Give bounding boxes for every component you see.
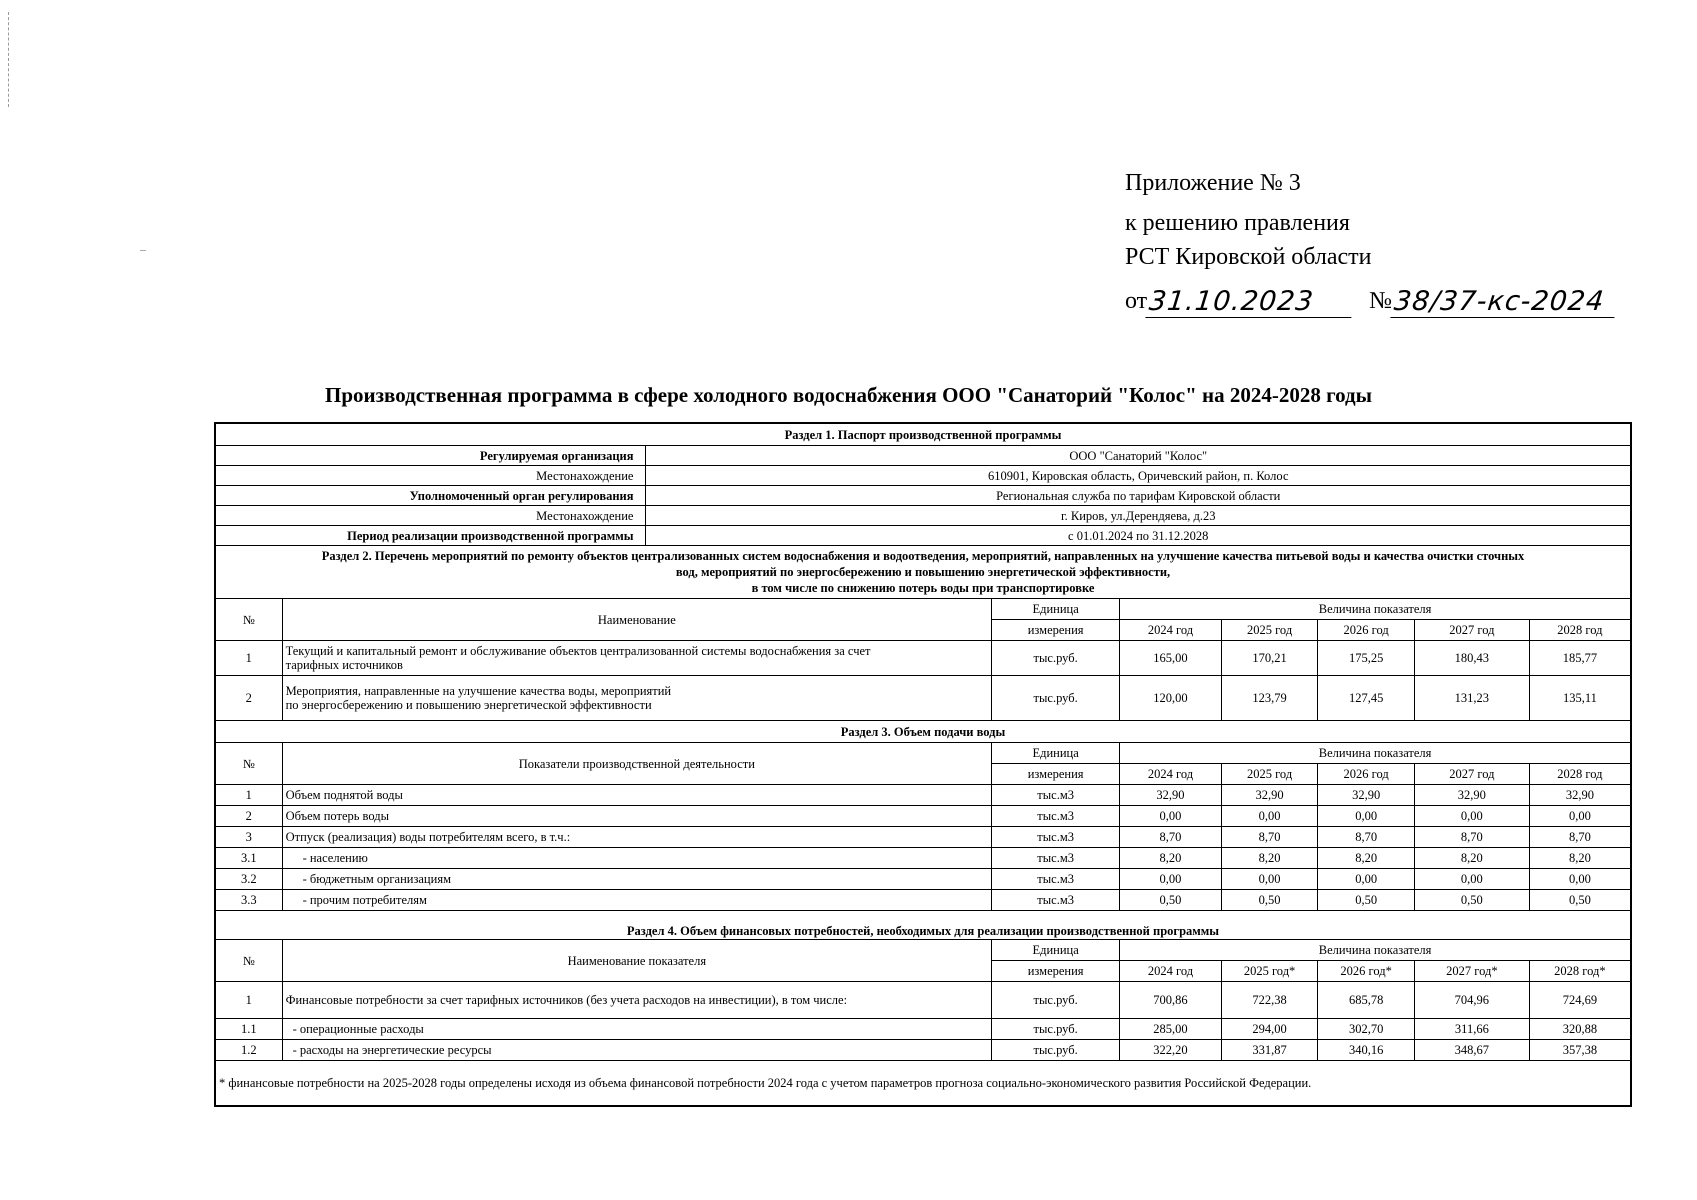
- row-unit: тыс.м3: [992, 890, 1120, 911]
- row-value: 0,00: [1318, 869, 1415, 890]
- row-value: 123,79: [1221, 676, 1318, 721]
- col-year: 2024 год: [1120, 620, 1222, 641]
- col-year: 2027 год*: [1414, 961, 1529, 982]
- row-value: 0,00: [1120, 869, 1222, 890]
- row-value: 320,88: [1529, 1019, 1631, 1040]
- col-year: 2026 год: [1318, 620, 1415, 641]
- row-name-line-2: по энергосбережению и повышению энергетической эффективности: [285, 698, 652, 712]
- footnote: * финансовые потребности на 2025-2028 годы определены исходя из объема финансовой потребности 2024 года с учетом параметров прогноза социально-экономического развития Российской Федерации.: [215, 1061, 1631, 1107]
- section-2-heading-line-1: Раздел 2. Перечень мероприятий по ремонту объектов централизованных систем водоснабжения и водоотведения, мероприятий, направленных на улучшение качества питьевой воды и качества очистки сточных: [321, 549, 1525, 563]
- table-row: [215, 1040, 1631, 1061]
- row-name-line-1: Текущий и капитальный ремонт и обслуживание объектов централизованной системы водоснабжения за счет: [285, 644, 871, 658]
- col-year: 2028 год*: [1529, 961, 1631, 982]
- passport-key: Период реализации производственной программы: [215, 526, 646, 546]
- row-value: 175,25: [1318, 641, 1415, 676]
- row-no: 3: [215, 827, 282, 848]
- col-year: 2026 год: [1318, 764, 1415, 785]
- section-2-header: [215, 599, 1631, 620]
- row-value: 0,50: [1221, 890, 1318, 911]
- row-value: 348,67: [1414, 1040, 1529, 1061]
- row-no: 3.1: [215, 848, 282, 869]
- table-row: [215, 869, 1631, 890]
- row-value: 0,50: [1414, 890, 1529, 911]
- row-name: - прочим потребителям: [282, 890, 992, 911]
- col-year: 2027 год: [1414, 764, 1529, 785]
- passport-value: 610901, Кировская область, Оричевский район, п. Колос: [646, 466, 1631, 486]
- row-value: 8,20: [1318, 848, 1415, 869]
- row-value: 135,11: [1529, 676, 1631, 721]
- row-unit: тыс.руб.: [992, 1019, 1120, 1040]
- col-year: 2027 год: [1414, 620, 1529, 641]
- appendix-line-3: РСТ Кировской области: [1125, 244, 1372, 270]
- passport-value: с 01.01.2024 по 31.12.2028: [646, 526, 1631, 546]
- col-unit: Единица: [992, 599, 1120, 620]
- passport-row: [215, 506, 1631, 526]
- table-row: [215, 1019, 1631, 1040]
- row-value: 0,00: [1529, 869, 1631, 890]
- row-name: - расходы на энергетические ресурсы: [282, 1040, 992, 1061]
- row-value: 8,20: [1414, 848, 1529, 869]
- col-year: 2024 год: [1120, 961, 1222, 982]
- row-no: 2: [215, 806, 282, 827]
- row-name: - населению: [282, 848, 992, 869]
- row-value: 294,00: [1221, 1019, 1318, 1040]
- col-no: №: [215, 940, 282, 982]
- row-value: 0,50: [1529, 890, 1631, 911]
- row-value: 331,87: [1221, 1040, 1318, 1061]
- col-value: Величина показателя: [1120, 599, 1631, 620]
- row-value: 0,00: [1414, 806, 1529, 827]
- row-name: Финансовые потребности за счет тарифных источников (без учета расходов на инвестиции), в том числе:: [282, 982, 992, 1019]
- row-unit: тыс.м3: [992, 785, 1120, 806]
- col-unit: Единица: [992, 940, 1120, 961]
- decision-reference: [1125, 284, 1616, 318]
- passport-row: [215, 466, 1631, 486]
- row-value: 170,21: [1221, 641, 1318, 676]
- row-value: 685,78: [1318, 982, 1415, 1019]
- row-unit: тыс.руб.: [992, 1040, 1120, 1061]
- handwritten-number: 38/37-кс-2024: [1390, 287, 1617, 318]
- row-value: 0,00: [1414, 869, 1529, 890]
- col-unit-2: измерения: [992, 620, 1120, 641]
- program-table: [214, 422, 1632, 1107]
- row-no: 1.2: [215, 1040, 282, 1061]
- row-value: 8,70: [1221, 827, 1318, 848]
- section-1-heading: Раздел 1. Паспорт производственной программы: [215, 423, 1631, 446]
- row-no: 1: [215, 785, 282, 806]
- passport-key: Местонахождение: [215, 466, 646, 486]
- row-value: 724,69: [1529, 982, 1631, 1019]
- table-row: [215, 785, 1631, 806]
- row-value: 8,70: [1414, 827, 1529, 848]
- row-value: 8,70: [1318, 827, 1415, 848]
- row-value: 0,50: [1318, 890, 1415, 911]
- date-prefix: от: [1125, 288, 1148, 314]
- section-2-heading: [215, 546, 1631, 599]
- passport-key: Местонахождение: [215, 506, 646, 526]
- col-unit-2: измерения: [992, 961, 1120, 982]
- table-row: [215, 641, 1631, 676]
- row-value: 131,23: [1414, 676, 1529, 721]
- row-name-line-1: Мероприятия, направленные на улучшение качества воды, мероприятий: [285, 684, 672, 698]
- row-name-line-2: тарифных источников: [285, 658, 403, 672]
- number-prefix: №: [1369, 288, 1393, 314]
- appendix-block: [1125, 166, 1616, 318]
- row-no: 1: [215, 982, 282, 1019]
- footnote-row: [215, 1061, 1631, 1107]
- row-value: 722,38: [1221, 982, 1318, 1019]
- row-value: 8,70: [1120, 827, 1222, 848]
- col-no: №: [215, 599, 282, 641]
- scan-edge-mark: [8, 12, 10, 107]
- row-unit: тыс.м3: [992, 827, 1120, 848]
- row-name: Объем поднятой воды: [282, 785, 992, 806]
- document-title: Производственная программа в сфере холодного водоснабжения ООО "Санаторий "Колос" на 2024-2028 годы: [325, 383, 1372, 407]
- row-value: 0,50: [1120, 890, 1222, 911]
- col-year: 2028 год: [1529, 764, 1631, 785]
- section-3-header: [215, 743, 1631, 764]
- col-name: Наименование показателя: [282, 940, 992, 982]
- section-2-heading-line-2: вод, мероприятий по энергосбережению и повышению энергетической эффективности,: [675, 565, 1171, 579]
- passport-value: ООО "Санаторий "Колос": [646, 446, 1631, 466]
- row-value: 180,43: [1414, 641, 1529, 676]
- row-no: 3.2: [215, 869, 282, 890]
- table-row: [215, 848, 1631, 869]
- section-2-heading-line-3: в том числе по снижению потерь воды при транспортировке: [751, 581, 1095, 595]
- table-row: [215, 982, 1631, 1019]
- passport-key: Регулируемая организация: [215, 446, 646, 466]
- col-name: Наименование: [282, 599, 992, 641]
- row-no: 3.3: [215, 890, 282, 911]
- row-no: 2: [215, 676, 282, 721]
- passport-value: Региональная служба по тарифам Кировской области: [646, 486, 1631, 506]
- section-4-header: [215, 940, 1631, 961]
- col-year: 2024 год: [1120, 764, 1222, 785]
- row-name: - бюджетным организациям: [282, 869, 992, 890]
- row-value: 32,90: [1529, 785, 1631, 806]
- row-value: 120,00: [1120, 676, 1222, 721]
- passport-row: [215, 446, 1631, 466]
- col-year: 2026 год*: [1318, 961, 1415, 982]
- row-value: 322,20: [1120, 1040, 1222, 1061]
- table-row: [215, 806, 1631, 827]
- handwritten-date: 31.10.2023: [1146, 287, 1355, 318]
- row-value: 32,90: [1318, 785, 1415, 806]
- section-4-heading: Раздел 4. Объем финансовых потребностей, необходимых для реализации производственной программы: [215, 911, 1631, 940]
- row-name: - операционные расходы: [282, 1019, 992, 1040]
- col-value: Величина показателя: [1120, 743, 1631, 764]
- passport-value: г. Киров, ул.Дерендяева, д.23: [646, 506, 1631, 526]
- passport-row: [215, 486, 1631, 506]
- row-no: 1: [215, 641, 282, 676]
- col-year: 2028 год: [1529, 620, 1631, 641]
- row-name: Объем потерь воды: [282, 806, 992, 827]
- col-unit-2: измерения: [992, 764, 1120, 785]
- appendix-line-2: к решению правления: [1125, 210, 1350, 236]
- row-value: 704,96: [1414, 982, 1529, 1019]
- row-value: 165,00: [1120, 641, 1222, 676]
- row-value: 285,00: [1120, 1019, 1222, 1040]
- row-value: 8,70: [1529, 827, 1631, 848]
- row-no: 1.1: [215, 1019, 282, 1040]
- row-value: 8,20: [1221, 848, 1318, 869]
- row-value: 8,20: [1529, 848, 1631, 869]
- table-row: [215, 676, 1631, 721]
- row-unit: тыс.руб.: [992, 676, 1120, 721]
- row-name: [282, 641, 992, 676]
- row-name: Отпуск (реализация) воды потребителям всего, в т.ч.:: [282, 827, 992, 848]
- row-value: 0,00: [1318, 806, 1415, 827]
- col-year: 2025 год: [1221, 764, 1318, 785]
- table-row: [215, 890, 1631, 911]
- row-value: 0,00: [1221, 869, 1318, 890]
- row-value: 8,20: [1120, 848, 1222, 869]
- col-no: №: [215, 743, 282, 785]
- row-unit: тыс.м3: [992, 848, 1120, 869]
- row-value: 32,90: [1221, 785, 1318, 806]
- row-value: 127,45: [1318, 676, 1415, 721]
- scan-dust-mark: [140, 250, 146, 251]
- row-unit: тыс.руб.: [992, 982, 1120, 1019]
- row-value: 302,70: [1318, 1019, 1415, 1040]
- row-value: 185,77: [1529, 641, 1631, 676]
- col-name: Показатели производственной деятельности: [282, 743, 992, 785]
- row-value: 0,00: [1529, 806, 1631, 827]
- row-value: 0,00: [1120, 806, 1222, 827]
- passport-key: Уполномоченный орган регулирования: [215, 486, 646, 506]
- row-value: 340,16: [1318, 1040, 1415, 1061]
- row-unit: тыс.м3: [992, 869, 1120, 890]
- row-name: [282, 676, 992, 721]
- row-value: 700,86: [1120, 982, 1222, 1019]
- row-value: 311,66: [1414, 1019, 1529, 1040]
- appendix-line-1: Приложение № 3: [1125, 170, 1301, 196]
- row-value: 357,38: [1529, 1040, 1631, 1061]
- table-row: [215, 827, 1631, 848]
- col-year: 2025 год*: [1221, 961, 1318, 982]
- col-value: Величина показателя: [1120, 940, 1631, 961]
- section-3-heading: Раздел 3. Объем подачи воды: [215, 721, 1631, 743]
- passport-row: [215, 526, 1631, 546]
- row-unit: тыс.м3: [992, 806, 1120, 827]
- row-value: 32,90: [1414, 785, 1529, 806]
- row-value: 0,00: [1221, 806, 1318, 827]
- row-unit: тыс.руб.: [992, 641, 1120, 676]
- col-unit: Единица: [992, 743, 1120, 764]
- row-value: 32,90: [1120, 785, 1222, 806]
- col-year: 2025 год: [1221, 620, 1318, 641]
